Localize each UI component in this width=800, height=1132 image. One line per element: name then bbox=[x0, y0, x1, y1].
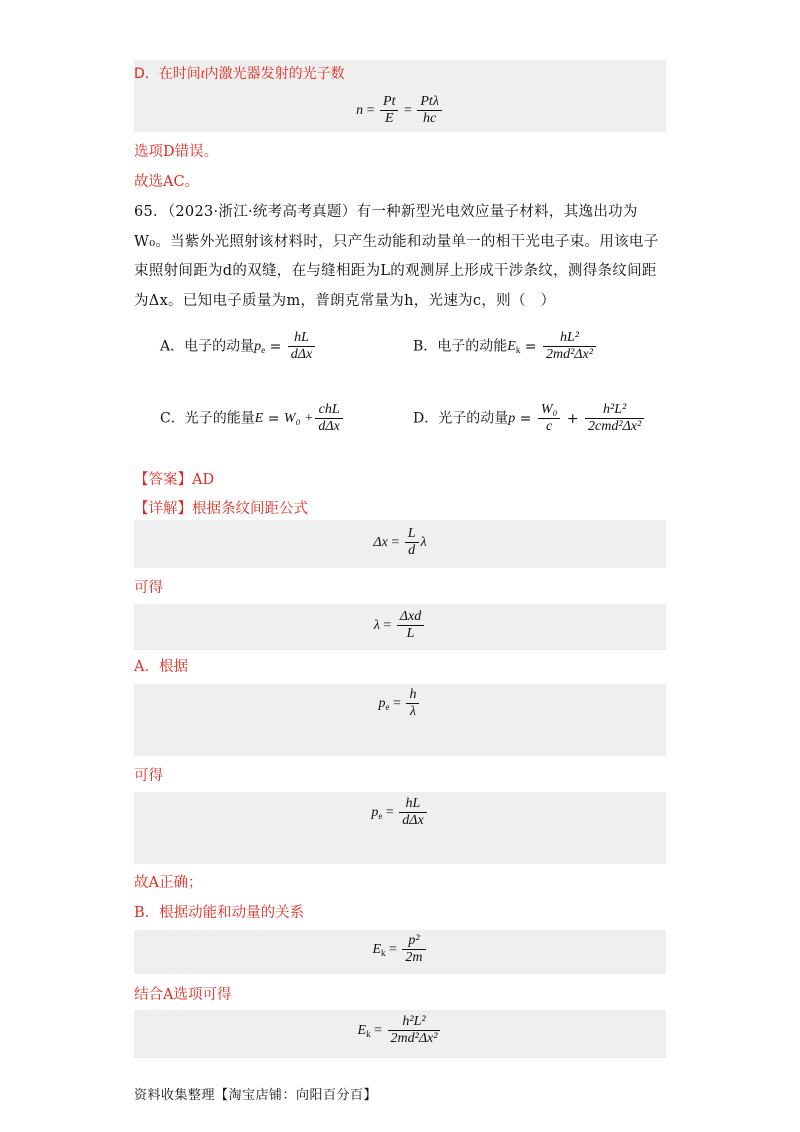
option-d[interactable]: D．光子的动量p = $\frac{\text{W₀}}{c}$ + $\frac{\text{h²L²}}{\text{2cmd²Δx²}}$ bbox=[413, 402, 646, 435]
fraction-den: L bbox=[397, 625, 424, 642]
page-footer: 资料收集整理【淘宝店铺：向阳百分百】 bbox=[134, 1088, 378, 1103]
fraction-den: dΔx bbox=[399, 812, 426, 829]
fraction bbox=[406, 687, 419, 720]
fraction-num: h²L² bbox=[603, 402, 627, 417]
formula-3: $p_e$ = $\frac{h}{\lambda}$ bbox=[0, 687, 800, 720]
d-conclusion: 选项D错误。 bbox=[134, 144, 219, 160]
fraction-num: Δxd bbox=[399, 609, 422, 624]
formula-pre: W₀ + bbox=[283, 410, 314, 426]
formula-lhs: E bbox=[357, 1022, 367, 1038]
formula-lhs: p bbox=[378, 695, 386, 711]
formula-5: $E_k$ = $\frac{\text{p²}}{2m}$ bbox=[0, 933, 800, 966]
formula-lhs: E bbox=[372, 941, 382, 957]
fraction-den: c bbox=[538, 418, 561, 435]
question-number: 65． bbox=[134, 204, 168, 220]
fraction-num: Pt bbox=[383, 94, 396, 109]
d-label bbox=[134, 64, 345, 85]
formula-lhs: λ bbox=[373, 617, 380, 633]
option-label: D．光子的动量 bbox=[413, 410, 509, 427]
formula-2: λ = $\frac{\text{Δxd}}{L}$ bbox=[0, 609, 800, 642]
formula-sub: e bbox=[378, 810, 383, 821]
fraction-num: h²L² bbox=[402, 1014, 426, 1029]
formula-sub: e bbox=[261, 344, 266, 355]
answer-prev: 故选AC。 bbox=[134, 174, 200, 190]
formula-4: $p_e$ = $\frac{hL}{\text{dΔx}}$ bbox=[0, 796, 800, 829]
fraction bbox=[417, 94, 442, 127]
fraction bbox=[405, 526, 419, 559]
formula-lhs: E bbox=[254, 410, 264, 426]
formula-lhs: p bbox=[371, 804, 379, 820]
formula-lhs: E bbox=[507, 338, 516, 354]
formula-tail: λ bbox=[420, 534, 427, 550]
combine-label: 结合A选项可得 bbox=[134, 987, 232, 1003]
kede-1: 可得 bbox=[134, 580, 163, 596]
formula-lhs: n bbox=[356, 102, 364, 118]
explain-label: 【详解】根据条纹间距公式 bbox=[134, 501, 308, 517]
formula-sub: e bbox=[385, 701, 390, 712]
a-label: A．根据 bbox=[134, 659, 188, 675]
fraction-num: L bbox=[407, 526, 416, 541]
fraction-num: p² bbox=[408, 933, 420, 948]
d-label-text: D．在时间 bbox=[134, 66, 201, 82]
a-conclusion: 故A正确； bbox=[134, 875, 203, 891]
fraction-num: hL bbox=[405, 796, 421, 811]
fraction-num: W₀ bbox=[540, 402, 558, 417]
fraction-num: hL bbox=[294, 330, 309, 345]
fraction-den: 2m bbox=[402, 949, 425, 966]
formula-sub: k bbox=[515, 344, 521, 355]
formula-lhs: p bbox=[254, 338, 262, 354]
fraction-den: dΔx bbox=[288, 346, 315, 363]
formula-lhs: Δx bbox=[373, 534, 388, 550]
question-text bbox=[134, 198, 664, 316]
d-formula: n = $\frac{Pt}{E}$ = $\frac{\text{Ptλ}}{hc}$ bbox=[0, 94, 800, 127]
formula-1: Δx = $\frac{L}{d}$ λ bbox=[373, 526, 427, 558]
fraction bbox=[538, 402, 561, 435]
fraction bbox=[315, 402, 342, 435]
b-label: B．根据动能和动量的关系 bbox=[134, 905, 305, 921]
option-b[interactable]: B．电子的动能$E_k$ = $\frac{\text{hL²}}{\text{2md²Δx²}}$ bbox=[413, 330, 598, 363]
fraction-den: E bbox=[380, 110, 398, 127]
fraction-den: λ bbox=[406, 703, 419, 720]
answer-label: 【答案】AD bbox=[134, 472, 215, 488]
fraction bbox=[402, 933, 425, 966]
formula-lhs: p bbox=[508, 410, 516, 426]
fraction-num: Ptλ bbox=[420, 94, 439, 109]
option-label: C．光子的能量 bbox=[160, 410, 255, 427]
option-c[interactable]: C．光子的能量E = W₀ + $\frac{\text{chL}}{\text{dΔx}}$ bbox=[160, 402, 345, 435]
fraction-den: 2md²Δx² bbox=[388, 1030, 441, 1047]
d-label-t: t bbox=[200, 67, 205, 82]
option-a[interactable]: A．电子的动量$p_e$ = $\frac{hL}{\text{dΔx}}$ bbox=[160, 330, 317, 363]
fraction bbox=[585, 402, 644, 435]
fraction bbox=[388, 1014, 441, 1047]
formula-sub: k bbox=[381, 947, 386, 958]
fraction-den: hc bbox=[417, 110, 442, 127]
question-body: （2023·浙江·统考高考真题）有一种新型光电效应量子材料，其逸出功为W₀。当紫外光照射该材料时，只产生动能和动量单一的相干光电子束。用该电子束照射间距为d的双缝，在与缝相距为L的观测屏上形成干涉条纹，测得条纹间距为Δx。已知电子质量为m，普朗克常量为h，光速为c，则（ ） bbox=[134, 204, 659, 309]
fraction-den: 2cmd²Δx² bbox=[585, 418, 644, 435]
fraction-den: 2md²Δx² bbox=[543, 346, 596, 363]
fraction-num: hL² bbox=[559, 330, 579, 345]
d-label-rest: 内激光器发射的光子数 bbox=[204, 66, 345, 82]
fraction bbox=[397, 609, 424, 642]
fraction bbox=[380, 94, 398, 127]
formula-6: $E_k$ = $\frac{\text{h²L²}}{\text{2md²Δx²}}$ bbox=[0, 1014, 800, 1047]
fraction bbox=[399, 796, 426, 829]
option-label: B．电子的动能 bbox=[413, 338, 508, 355]
option-label: A．电子的动量 bbox=[160, 338, 255, 355]
formula-sub: k bbox=[366, 1028, 371, 1039]
fraction bbox=[288, 330, 315, 363]
fraction-den: d bbox=[405, 542, 419, 559]
fraction-num: h bbox=[409, 687, 417, 702]
fraction-num: chL bbox=[318, 402, 340, 417]
fraction-den: dΔx bbox=[315, 418, 342, 435]
kede-2: 可得 bbox=[134, 768, 163, 784]
fraction bbox=[543, 330, 596, 363]
